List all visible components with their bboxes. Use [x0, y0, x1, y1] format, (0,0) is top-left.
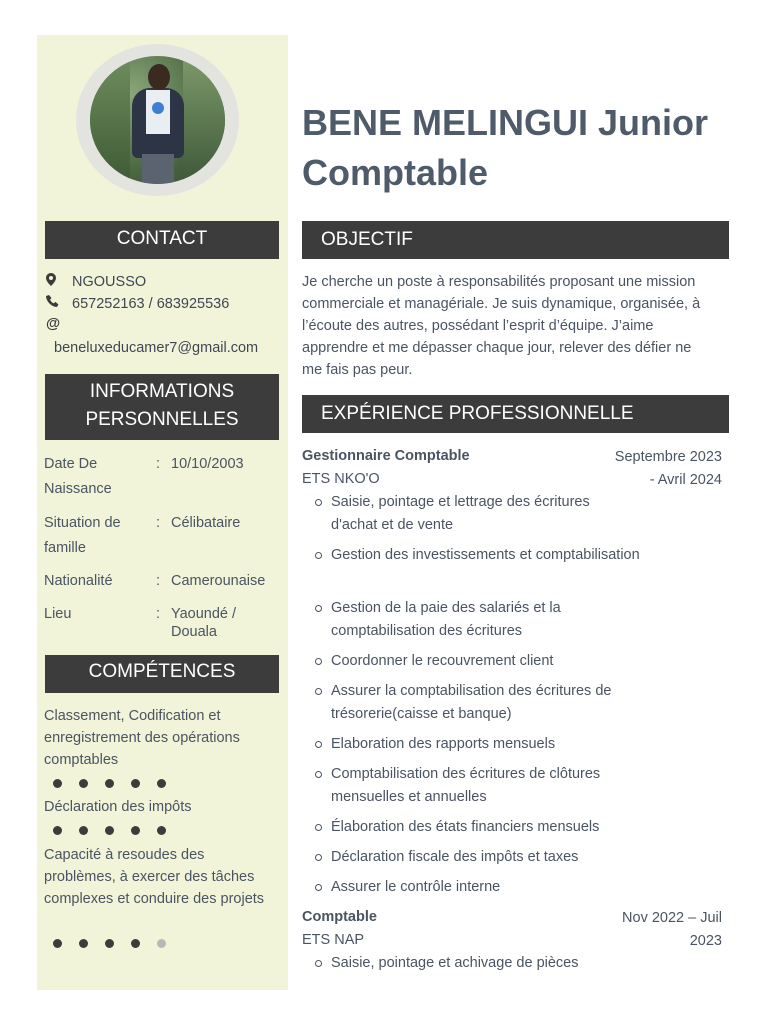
experience-title: Gestionnaire Comptable — [302, 448, 470, 464]
experience-title: Comptable — [302, 909, 377, 925]
info-value: Célibataire — [171, 515, 241, 531]
info-row-birthdate — [44, 452, 284, 502]
info-separator: : — [156, 515, 161, 531]
task-item: Elaboration des rapports mensuels — [331, 733, 651, 756]
experience-company: ETS NKO'O — [302, 471, 380, 487]
task-item: Déclaration fiscale des impôts et taxes — [331, 846, 651, 869]
task-item: Saisie, pointage et lettrage des écritures d'achat et de vente — [331, 491, 631, 537]
info-value: Camerounaise — [171, 573, 266, 589]
rating-dot-filled — [53, 826, 62, 835]
skill-text: Déclaration des impôts — [44, 799, 192, 815]
rating-dot-filled — [131, 826, 140, 835]
email-text[interactable]: beneluxeducamer7@gmail.com — [54, 340, 259, 356]
info-separator: : — [156, 456, 161, 472]
task-item: Assurer la comptabilisation des écritures de trésorerie(caisse et banque) — [331, 680, 651, 726]
rating-dot-filled — [53, 939, 62, 948]
task-item: Gestion des investissements et comptabilisation — [331, 544, 651, 567]
experience-period: Nov 2022 – Juil 2023 — [622, 910, 722, 949]
skill-text: Classement, Codification et enregistrement des opérations comptables — [44, 708, 240, 768]
task-item: Saisie, pointage et achivage de pièces — [331, 952, 651, 975]
rating-dot-filled — [105, 939, 114, 948]
contact-location — [46, 273, 146, 290]
full-name: BENE MELINGUI Junior — [302, 102, 709, 143]
personal-info-header-line1: INFORMATIONS — [89, 381, 235, 402]
rating-dot-empty — [157, 939, 166, 948]
contact-phone — [46, 295, 229, 312]
skill-text: Capacité à resoudes des problèmes, à exercer des tâches complexes et conduire des projets — [44, 847, 265, 907]
info-row-nationality — [44, 569, 284, 594]
personal-info-header-line2: PERSONNELLES — [85, 409, 239, 430]
rating-dot-filled — [79, 939, 88, 948]
info-label: Lieu — [44, 606, 72, 622]
personal-info-header — [45, 374, 279, 440]
info-label: Nationalité — [44, 573, 113, 589]
objective-header: OBJECTIF — [302, 221, 729, 259]
rating-dot-filled — [157, 826, 166, 835]
info-value: 10/10/2003 — [171, 456, 244, 472]
email-icon: @ — [46, 316, 61, 332]
info-label: Date De Naissance — [44, 456, 112, 497]
info-separator: : — [156, 573, 161, 589]
experience-company: ETS NAP — [302, 932, 365, 948]
rating-dot-filled — [131, 939, 140, 948]
rating-dot-filled — [105, 779, 114, 788]
info-row-place — [44, 602, 284, 644]
phone-icon — [46, 295, 62, 311]
task-item: Gestion de la paie des salariés et la comptabilisation des écritures — [331, 597, 651, 643]
location-text: NGOUSSO — [72, 274, 147, 290]
rating-dot-filled — [79, 779, 88, 788]
info-separator: : — [156, 606, 161, 622]
experience-period: Septembre 2023 - Avril 2024 — [614, 449, 722, 488]
info-label: Situation de famille — [44, 515, 121, 556]
candidate-name — [302, 98, 742, 198]
profile-photo — [90, 56, 225, 184]
location-pin-icon — [46, 273, 62, 289]
objective-text: Je cherche un poste à responsabilités proposant une mission commerciale et managériale. Je suis dynamique, organisée, à l’écoute des autres, possédant l’esprit d’équipe. J’aime apprendre et me dépasser chaque jour, relever des défier ne me fais pas peur. — [302, 274, 701, 378]
task-item: Élaboration des états financiers mensuels — [331, 816, 651, 839]
rating-dot-filled — [131, 779, 140, 788]
skills-header: COMPÉTENCES — [45, 655, 279, 693]
rating-dot-filled — [157, 779, 166, 788]
task-item: Comptabilisation des écritures de clôtures mensuelles et annuelles — [331, 763, 651, 809]
info-value: Yaoundé / Douala — [171, 606, 237, 640]
rating-dot-filled — [105, 826, 114, 835]
contact-header: CONTACT — [45, 221, 279, 259]
phone-text: 657252163 / 683925536 — [72, 296, 230, 312]
rating-dot-filled — [53, 779, 62, 788]
rating-dot-filled — [79, 826, 88, 835]
job-title: Comptable — [302, 152, 489, 193]
task-item: Coordonner le recouvrement client — [331, 650, 651, 673]
experience-header: EXPÉRIENCE PROFESSIONNELLE — [302, 395, 729, 433]
info-row-family-status — [44, 511, 284, 561]
task-item: Assurer le contrôle interne — [331, 876, 651, 899]
